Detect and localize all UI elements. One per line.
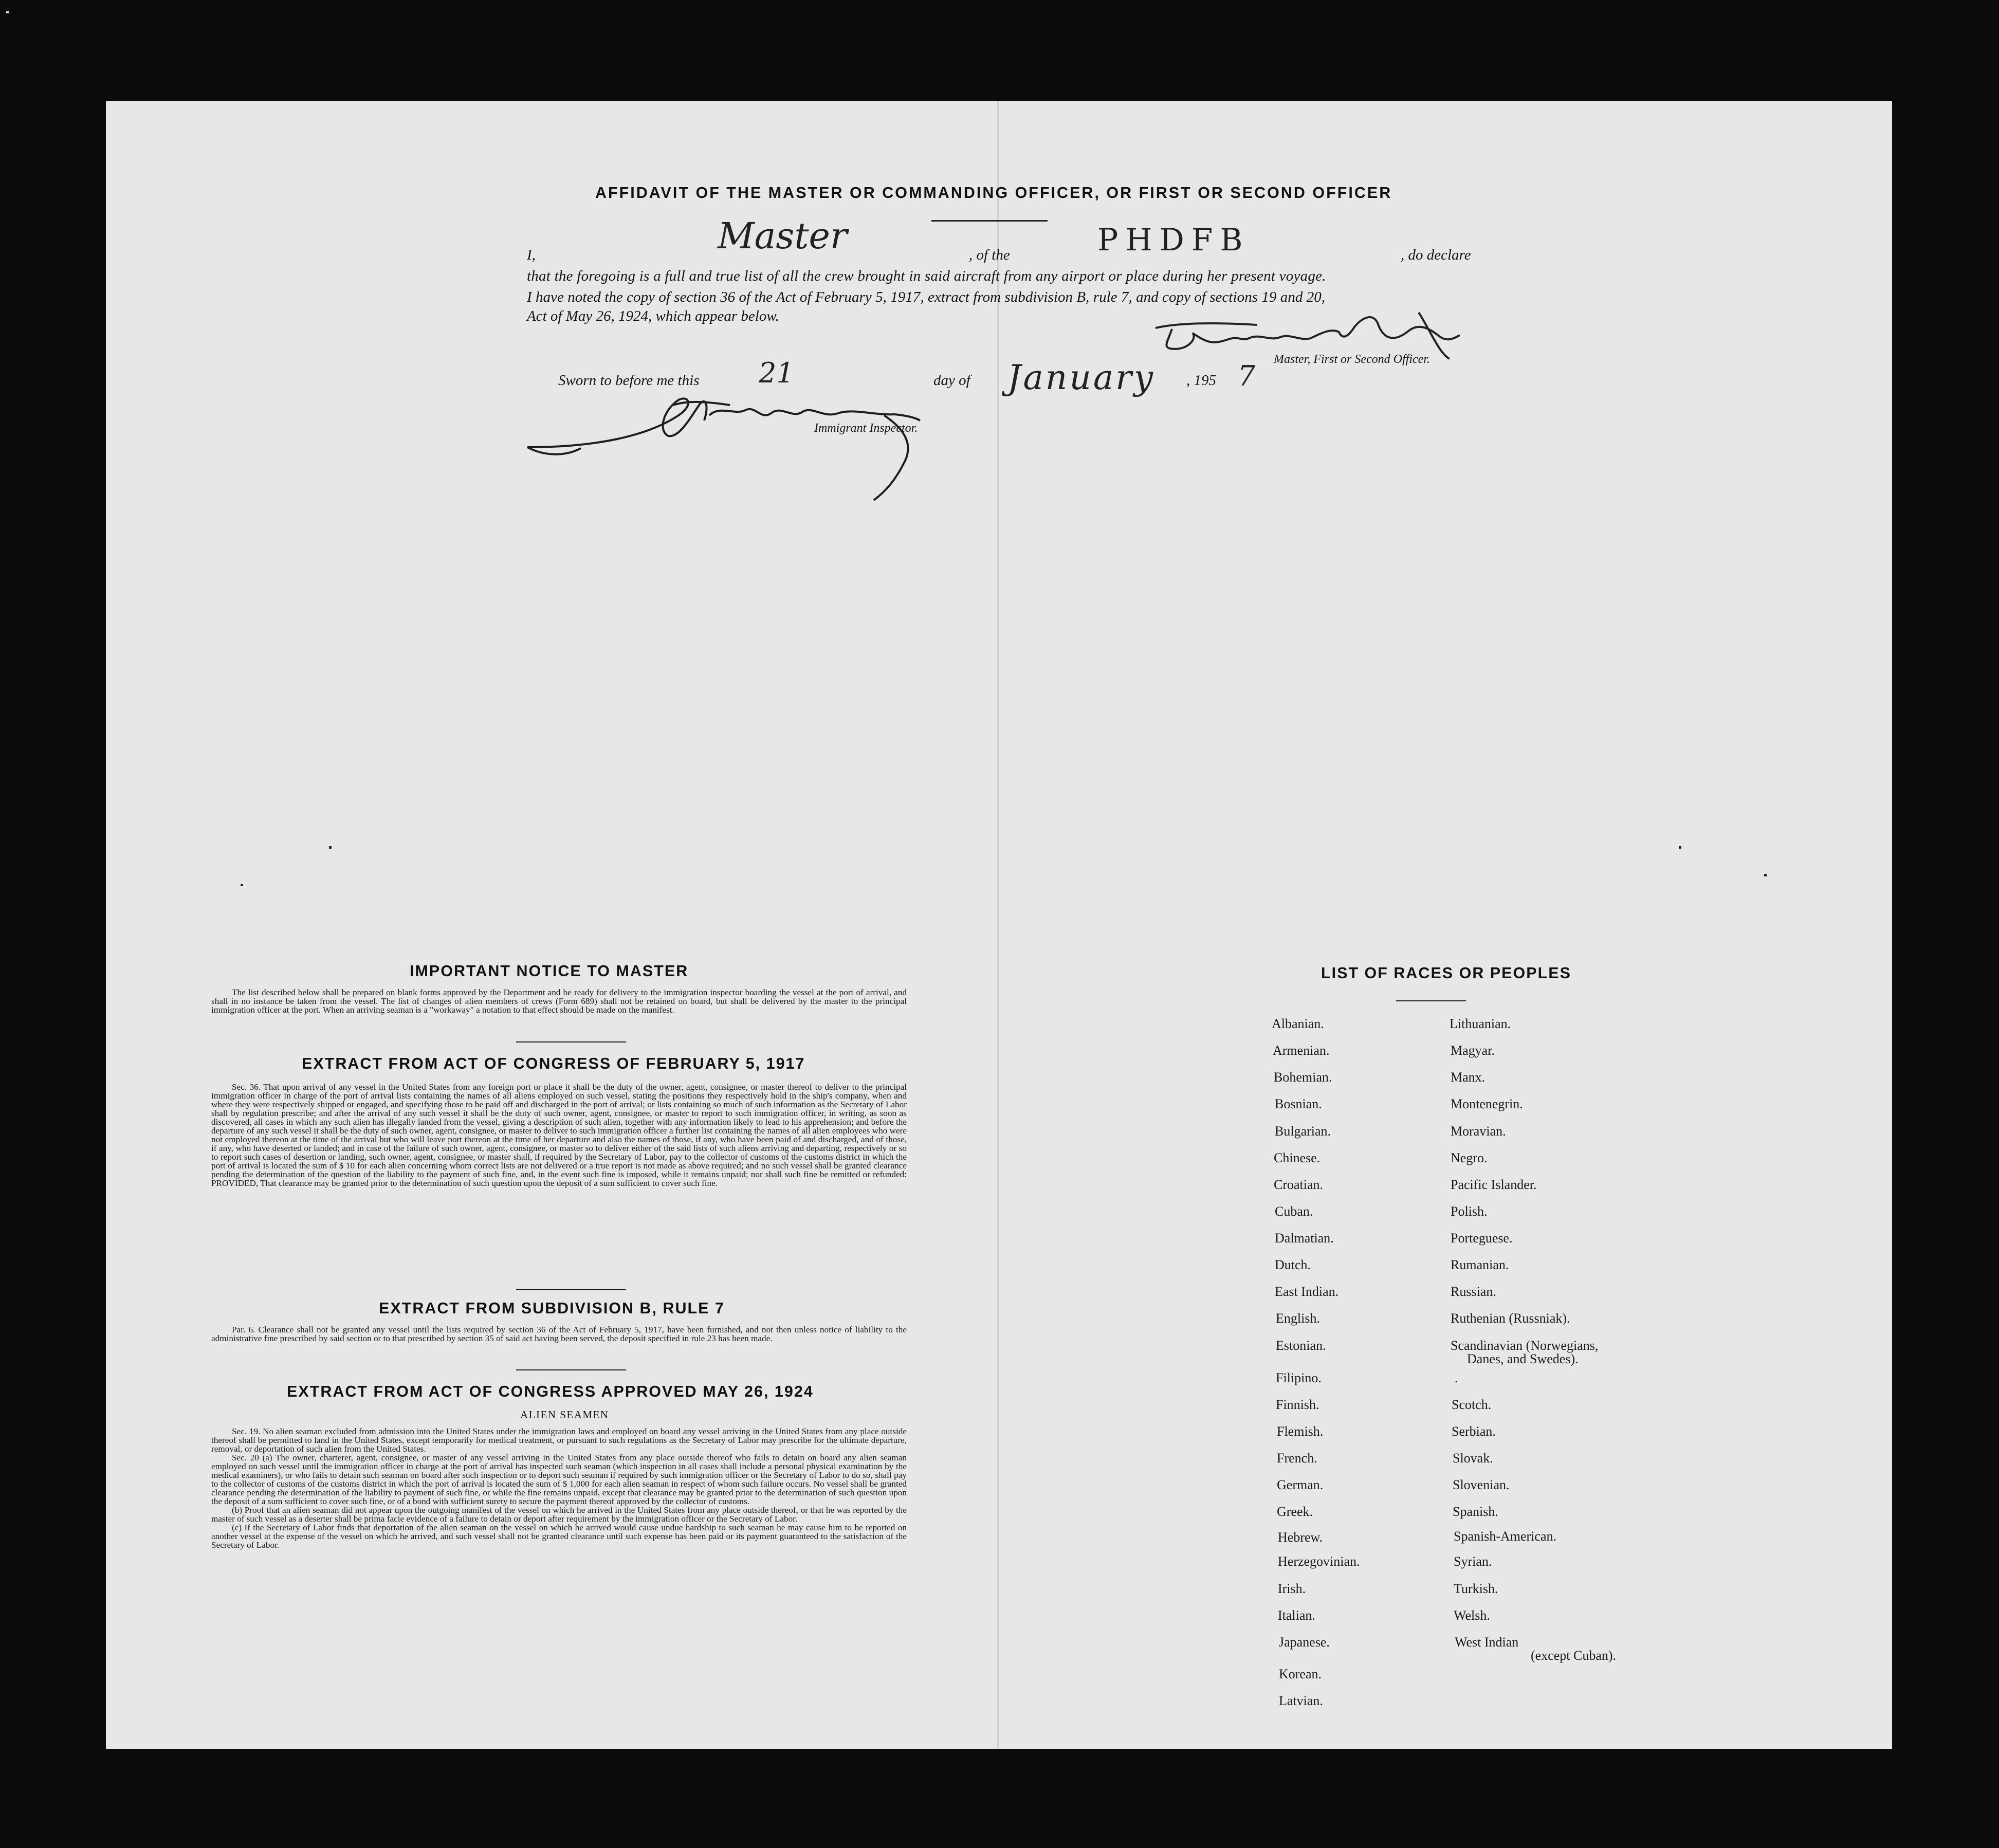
race-item: Serbian. bbox=[1452, 1424, 1496, 1439]
race-item: Latvian. bbox=[1279, 1693, 1323, 1708]
race-item: Scandinavian (Norwegians, bbox=[1451, 1338, 1599, 1353]
race-item: Moravian. bbox=[1451, 1124, 1506, 1139]
notice-title: IMPORTANT NOTICE TO MASTER bbox=[410, 962, 689, 980]
inspector-signature bbox=[524, 385, 1013, 503]
scan-mark bbox=[6, 11, 9, 13]
race-item: Scotch. bbox=[1452, 1397, 1492, 1412]
race-item: Russian. bbox=[1451, 1284, 1496, 1299]
affidavit-i-label: I, bbox=[527, 247, 536, 263]
race-item: Finnish. bbox=[1276, 1397, 1319, 1412]
race-item: Porteguese. bbox=[1451, 1231, 1513, 1246]
race-item: Cuban. bbox=[1275, 1204, 1313, 1219]
race-item: Filipino. bbox=[1276, 1370, 1322, 1385]
affidavit-line-2: that the foregoing is a full and true list of all the crew brought in said aircraft from any airport or place during her present voyage. bbox=[527, 268, 1326, 284]
race-item: Hebrew. bbox=[1278, 1530, 1323, 1545]
race-item: Herzegovinian. bbox=[1278, 1554, 1360, 1569]
race-item: Turkish. bbox=[1454, 1581, 1498, 1596]
race-item: Italian. bbox=[1278, 1608, 1315, 1623]
race-item: Bohemian. bbox=[1274, 1070, 1332, 1085]
race-item: Danes, and Swedes). bbox=[1467, 1351, 1579, 1366]
race-item: Welsh. bbox=[1454, 1608, 1490, 1623]
day-of-label: day of bbox=[933, 372, 970, 389]
race-item: East Indian. bbox=[1275, 1284, 1339, 1299]
extract-rule7-title: EXTRACT FROM SUBDIVISION B, RULE 7 bbox=[379, 1300, 725, 1317]
title-rule bbox=[931, 220, 1048, 222]
sec-19-text: Sec. 19. No alien seaman excluded from admission into the United States under the immigration laws and employed on board any vessel arriving in the United States from any place outside thereof shall be permitted to land in the United States, except temporarily for medical treatment, or pursuant to such regulations as the Secretary of Labor may prescribe for the ultimate departure, removal, or deportation of such alien from the United States. bbox=[211, 1426, 907, 1454]
page-fold bbox=[997, 101, 999, 1749]
race-item: English. bbox=[1276, 1311, 1320, 1326]
race-item: German. bbox=[1277, 1477, 1324, 1492]
extract-rule7-rule bbox=[516, 1369, 626, 1370]
sworn-label: Sworn to before me this bbox=[558, 372, 700, 389]
extract-1917-text: Sec. 36. That upon arrival of any vessel in the United States from any foreign port or place it shall be the duty of the owner, agent, consignee, or master thereof to deliver to the principal immigration officer in charge of the port of arrival lists containing the names of all aliens employed on such vessel, stating the positions they respectively hold in the ship's company, when and where they were respectively shipped or engaged, and specifying those to be paid off and discharged in the port of arrival; or lists containing so much of such information as the Secretary of Labor shall by regulation prescribe; and after the arrival of any such vessel it shall be the duty of such owner, agent, consignee, or master to report to such immigration officer, in writing, as soon as discovered, all cases in which any such alien has illegally landed from the vessel, giving a description of such alien, together with any information likely to lead to his apprehension; and before the departure of any such vessel it shall be the duty of such owner, agent, consignee, or master to deliver to such immigration officer a further list containing the names of all alien employees who were not employed thereon at the time of the arrival but who will leave port thereon at the time of her departure and also the names of those, if any, who have been paid of and discharged, and of those, if any, who have deserted or landed; and in case of the failure of such owner, agent, consignee, or master so to deliver either of the said lists of such aliens arriving and departing, respectively or so to report such cases of desertion or landing, such owner, agent, consignee, or master shall, if required by the Secretary of Labor, pay to the collector of customs of the customs district in which the port of arrival is located the sum of $ 10 for each alien concerning whom correct lists are not delivered or a true report is not made as above required; and no such vessel shall be granted clearance pending the determination of the question of the liability to the payment of such fine, and, in the event such fine is imposed, while it remains unpaid; nor shall such fine be remitted or refunded: PROVIDED, That clearance may be granted prior to the determination of such question upon the deposit of a sum sufficient to cover such fine. bbox=[211, 1082, 907, 1188]
do-declare-label: , do declare bbox=[1401, 247, 1471, 263]
race-item: Greek. bbox=[1277, 1504, 1313, 1519]
race-item: Ruthenian (Russniak). bbox=[1451, 1311, 1570, 1326]
race-item: Bosnian. bbox=[1275, 1096, 1322, 1111]
of-the-label: , of the bbox=[969, 247, 1010, 263]
race-item: Irish. bbox=[1278, 1581, 1306, 1596]
race-item: Syrian. bbox=[1454, 1554, 1492, 1569]
race-item: Flemish. bbox=[1277, 1424, 1324, 1439]
race-item: Korean. bbox=[1279, 1667, 1322, 1681]
race-item: Rumanian. bbox=[1451, 1257, 1509, 1272]
scan-mark bbox=[329, 846, 332, 849]
inspector-caption: Immigrant Inspector. bbox=[814, 422, 918, 435]
race-item: Spanish-American. bbox=[1454, 1529, 1557, 1544]
race-item: West Indian bbox=[1455, 1635, 1519, 1650]
race-item: Polish. bbox=[1451, 1204, 1488, 1219]
race-item: Bulgarian. bbox=[1275, 1124, 1331, 1139]
affidavit-line-3: I have noted the copy of section 36 of the Act of February 5, 1917, extract from subdivision B, rule 7, and copy of sections 19 and 20, bbox=[527, 289, 1326, 305]
year-printed: , 195 bbox=[1186, 372, 1216, 389]
handwritten-name: Master bbox=[718, 215, 848, 257]
race-item: French. bbox=[1277, 1451, 1317, 1466]
notice-rule bbox=[516, 1041, 626, 1042]
handwritten-craft: PHDFB bbox=[1097, 222, 1250, 258]
race-item: Armenian. bbox=[1273, 1043, 1330, 1058]
race-item: Estonian. bbox=[1276, 1338, 1326, 1353]
race-item: . bbox=[1455, 1370, 1458, 1385]
race-item: Negro. bbox=[1451, 1150, 1488, 1165]
sec-20b-text: (b) Proof that an alien seaman did not appear upon the outgoing manifest of the vessel on which he arrived in the United States from any place outside thereof, or that he was reported by the master of such vessel as a deserter shall be prima facie evidence of a failure to detain or deport after requirement by the immigration officer or the Secretary of Labor. bbox=[211, 1505, 907, 1524]
race-item: Pacific Islander. bbox=[1451, 1177, 1537, 1192]
race-item: Slovenian. bbox=[1453, 1477, 1510, 1492]
extract-1924-body bbox=[211, 1427, 907, 1549]
scan-mark bbox=[1764, 874, 1767, 876]
extract-1924-title: EXTRACT FROM ACT OF CONGRESS APPROVED MAY 26, 1924 bbox=[287, 1383, 814, 1400]
race-item: Magyar. bbox=[1451, 1043, 1495, 1058]
scan-mark bbox=[241, 884, 243, 886]
race-item: Chinese. bbox=[1274, 1150, 1321, 1165]
race-item: Slovak. bbox=[1453, 1451, 1493, 1466]
race-item: Spanish. bbox=[1453, 1504, 1498, 1519]
race-item: Manx. bbox=[1451, 1070, 1486, 1085]
race-item: Montenegrin. bbox=[1451, 1096, 1523, 1111]
race-item: Dutch. bbox=[1275, 1257, 1311, 1272]
extract-1917-rule bbox=[516, 1289, 626, 1290]
extract-1917-title: EXTRACT FROM ACT OF CONGRESS OF FEBRUARY 5, 1917 bbox=[302, 1055, 805, 1072]
handwritten-month: January bbox=[1007, 358, 1156, 397]
affidavit-title: AFFIDAVIT OF THE MASTER OR COMMANDING OFFICER, OR FIRST OR SECOND OFFICER bbox=[595, 184, 1392, 202]
scan-mark bbox=[1679, 846, 1681, 849]
races-rule bbox=[1396, 1000, 1466, 1001]
sec-20a-text: Sec. 20 (a) The owner, charterer, agent, consignee, or master of any vessel arriving in the United States from any place outside thereof who fails to detain on board any alien seaman employed on such vessel until the immigration officer in charge at the port of arrival has inspected such seaman (which inspection in all cases shall include a personal physical examination by the medical examiners), or who fails to detain such seaman on board after such inspection or to deport such seaman if required by such immigration officer or the Secretary of Labor to do so, shall pay to the collector of customs of the customs district in which the port of arrival is located the sum of $ 1,000 for each alien seaman in respect of whom such failure occurs. No vessel shall be granted clearance pending the determination of the liability to payment of such fine, or while the fine remains unpaid, except that clearance may be granted prior to the determination of such question upon the deposit of a sum sufficient to cover such fine, or of a bond with sufficient surety to secure the payment thereof approved by the collector of customs. bbox=[211, 1453, 907, 1506]
affidavit-line-4: Act of May 26, 1924, which appear below. bbox=[527, 308, 779, 324]
race-item: Japanese. bbox=[1279, 1635, 1330, 1650]
race-item: (except Cuban). bbox=[1531, 1648, 1617, 1663]
race-item: Lithuanian. bbox=[1450, 1016, 1511, 1031]
handwritten-year: 7 bbox=[1238, 360, 1256, 392]
handwritten-day: 21 bbox=[759, 357, 794, 389]
races-title: LIST OF RACES OR PEOPLES bbox=[1321, 964, 1571, 982]
officer-caption: Master, First or Second Officer. bbox=[1274, 353, 1430, 366]
extract-rule7-text: Par. 6. Clearance shall not be granted any vessel until the lists required by section 36 of the Act of February 5, 1917, have been furnished, and not then unless notice of liability to the administrative fine prescribed by said section or to that prescribed by section 35 of said act having been served, the deposit specified in rule 23 has been made. bbox=[211, 1325, 907, 1343]
sec-20c-text: (c) If the Secretary of Labor finds that deportation of the alien seaman on the vessel on which he arrived would cause undue hardship to such seaman he may cause him to be reported on another vessel at the expense of the vessel on which he arrived, and such vessel shall not be granted clearance until such expense has been paid or its payment guaranteed to the satisfaction of the Secretary of Labor. bbox=[211, 1523, 907, 1550]
race-item: Dalmatian. bbox=[1275, 1231, 1334, 1246]
notice-text: The list described below shall be prepared on blank forms approved by the Department and be ready for delivery to the immigration inspector boarding the vessel at the port of arrival, and shall in no instance be taken from the vessel. The list of changes of alien members of crews (Form 689) shall not be retained on board, but shall be delivered by the master to the principal immigration officer at the port. When an arriving seaman is a "workaway" a notation to that effect should be made on the manifest. bbox=[211, 987, 907, 1015]
race-item: Croatian. bbox=[1274, 1177, 1324, 1192]
extract-1924-subtitle: ALIEN SEAMEN bbox=[520, 1408, 609, 1421]
race-item: Albanian. bbox=[1272, 1016, 1324, 1031]
